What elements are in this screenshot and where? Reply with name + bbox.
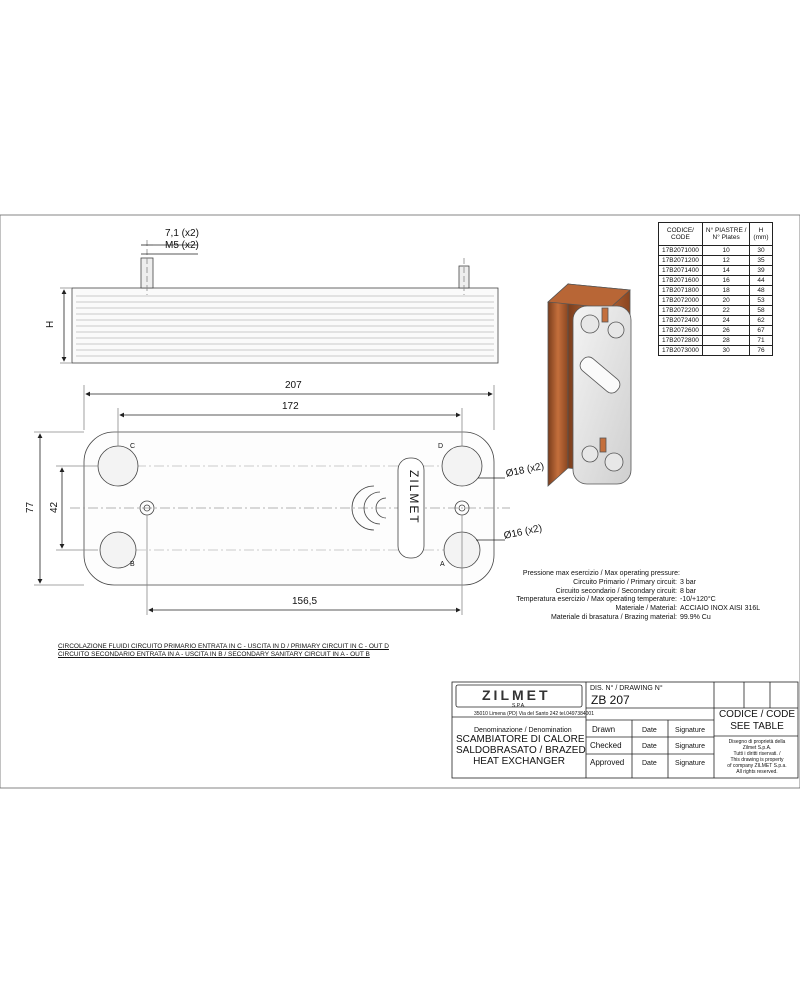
pin-spacing-dimension: 156,5: [292, 596, 318, 607]
port-label-b: B: [130, 561, 135, 568]
spec-row: Materiale di brasatura / Brazing material: 99.9% Cu: [550, 613, 711, 621]
table-row: 17B2072400 24 62: [659, 316, 773, 326]
spec-row: Materiale / Material: ACCIAIO INOX AISI 316L: [615, 605, 761, 613]
operating-specs: [350, 570, 760, 623]
overall-length-dimension: 207: [285, 380, 302, 391]
table-row: 17B2072600 26 67: [659, 326, 773, 336]
company-address: 35010 Limena (PD) Via del Santo 242 tel.0497384001: [474, 711, 594, 717]
circuit-note-primary: CIRCOLAZIONE FLUIDI CIRCUITO PRIMARIO ENTRATA IN C - USCITA IN D / PRIMARY CIRCUIT IN C - OUT D: [58, 643, 389, 650]
checked-signature-label: Signature: [675, 743, 705, 750]
drawn-label: Drawn: [592, 725, 616, 734]
table-row: 17B2071800 18 48: [659, 286, 773, 296]
circuit-note-secondary: CIRCUITO SECONDARIO ENTRATA IN A - USCITA IN B / SECONDARY SANITARY CIRCUIT IN A - OUT B: [58, 651, 370, 658]
table-row: 17B2073000 30 76: [659, 346, 773, 356]
spec-row: Pressione max esercizio / Max operating pressure:: [522, 570, 680, 577]
port-label-d: D: [438, 443, 444, 450]
plates-column-header: N° PIASTRE / N° Plates: [702, 223, 750, 246]
table-row: 17B2071400 14 39: [659, 266, 773, 276]
code-value: SEE TABLE: [730, 721, 784, 732]
table-row: 17B2071600 16 44: [659, 276, 773, 286]
table-row: 17B2071200 12 35: [659, 256, 773, 266]
denomination-line-1: SCAMBIATORE DI CALORE: [456, 734, 585, 745]
port-width-dimension: 42: [49, 501, 60, 513]
thread-size-dimension: M5 (x2): [165, 240, 199, 251]
checked-label: Checked: [590, 741, 622, 750]
approved-date-label: Date: [642, 760, 657, 767]
plate-logo: ZILMET: [407, 470, 421, 525]
code-label: CODICE / CODE: [718, 709, 796, 720]
approved-signature-label: Signature: [675, 760, 705, 767]
denomination-line-3: HEAT EXCHANGER: [473, 756, 565, 767]
overall-width-dimension: 77: [25, 501, 36, 513]
port-label-a: A: [440, 561, 445, 568]
side-view: [60, 240, 498, 363]
denomination-line-2: SALDOBRASATO / BRAZED: [456, 745, 586, 756]
port-label-c: C: [130, 443, 136, 450]
port-spacing-dimension: 172: [282, 401, 299, 412]
height-column-header: H (mm): [750, 223, 772, 246]
product-3d-illustration: [548, 284, 631, 486]
checked-date-label: Date: [642, 743, 657, 750]
port-diameter-large: Ø18 (x2): [504, 460, 546, 480]
spec-row: Circuito Primario / Primary circuit: 3 bar: [573, 578, 696, 586]
code-column-header: CODICE/ CODE: [659, 223, 703, 246]
spec-row: Temperatura esercizio / Max operating temperature: -10/+120°C: [516, 596, 716, 604]
company-subtitle: S.P.A.: [512, 703, 526, 709]
company-logo: ZILMET: [482, 687, 551, 703]
table-row: 17B2071000 10 30: [659, 246, 773, 256]
drawn-signature-label: Signature: [675, 727, 705, 734]
table-row: 17B2072800 28 71: [659, 336, 773, 346]
approved-label: Approved: [590, 758, 625, 767]
table-row: 17B2072200 22 58: [659, 306, 773, 316]
drawing-number-label: DIS. N° / DRAWING N°: [590, 685, 663, 692]
denomination-label: Denominazione / Denomination: [474, 727, 572, 734]
property-notice: Disegno di proprietà della Zilmet S.p.A. Tutti i diritti riservati. / This drawing is property of company ZILMET S.p.a. All rights reserved.: [727, 739, 787, 775]
drawn-date-label: Date: [642, 727, 657, 734]
code-table: [658, 222, 773, 356]
height-dimension-label: H: [45, 320, 56, 328]
table-row: 17B2072000 20 53: [659, 296, 773, 306]
drawing-number: ZB 207: [591, 693, 630, 707]
thread-pin-dimension: 7,1 (x2): [165, 228, 199, 239]
port-diameter-small: Ø16 (x2): [502, 522, 544, 542]
spec-row: Circuito secondario / Secondary circuit: 8 bar: [555, 587, 696, 595]
